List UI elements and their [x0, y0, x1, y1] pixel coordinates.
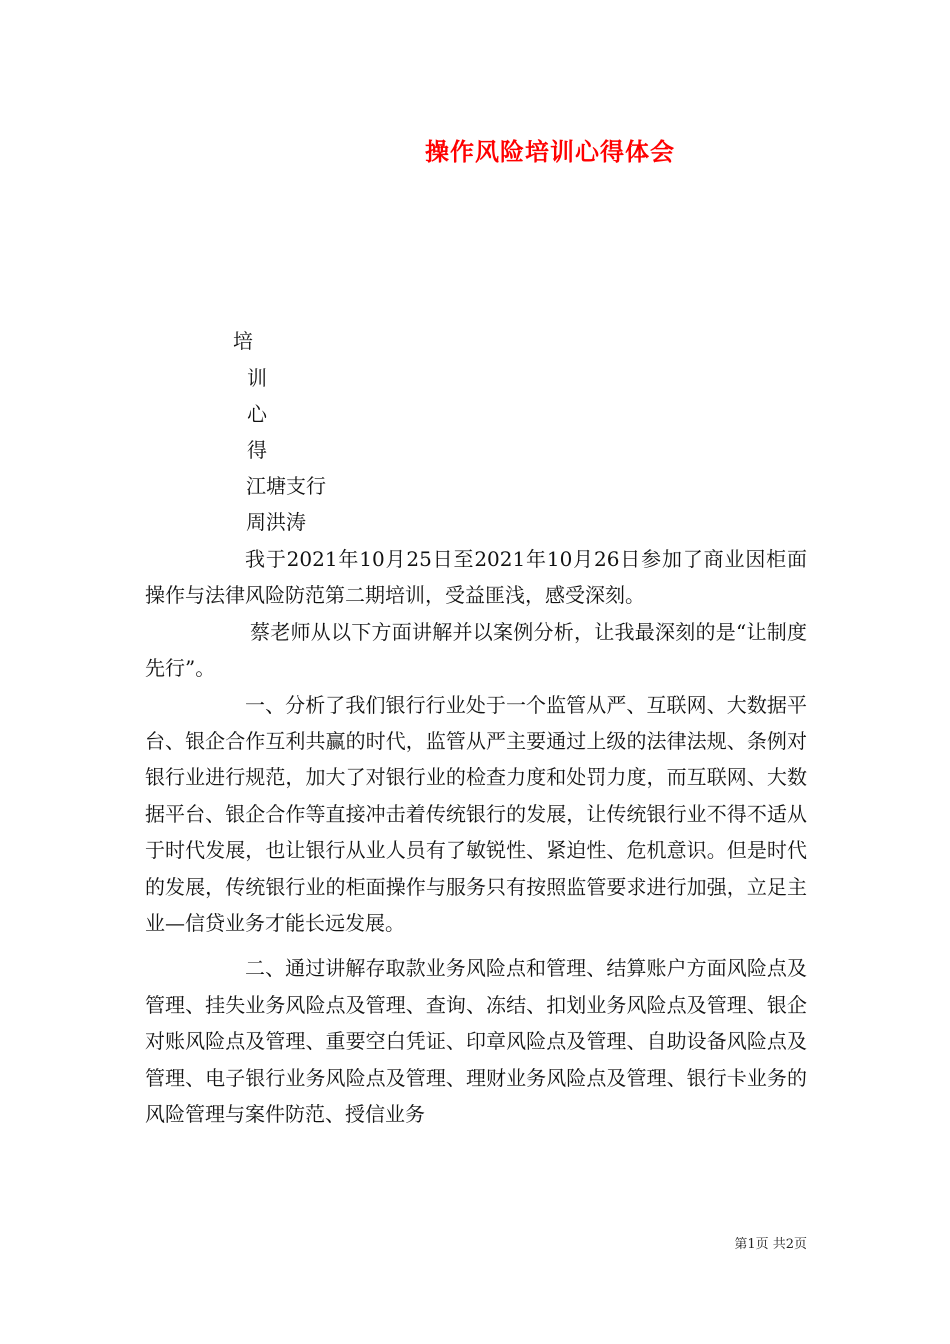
paragraph-teacher: 蔡老师从以下方面讲解并以案例分析，让我最深刻的是“让制度先行”。 — [145, 619, 807, 681]
paragraph-point-one: 一、分析了我们银行行业处于一个监管从严、互联网、大数据平台、银企合作互利共赢的时代，监管从严主要通过上级的法律法规、条例对银行业进行规范，加大了对银行业的检查力度和处罚力度，而互联网、大数据平台、银企合作等直接冲击着传统银行的发展，让传统银行业不得不适从于时代发展，也让银行从业人员有了敏锐性、紧迫性、危机意识。但是时代的发展，传统银行业的柜面操作与服务只有按照监管要求进行加强，立足主业—信贷业务才能长远发展。 — [145, 692, 807, 936]
heading-char-xun: 训 — [247, 366, 267, 390]
document-body — [145, 541, 807, 1133]
heading-char-pei: 培 — [233, 329, 253, 353]
heading-char-xin: 心 — [247, 402, 267, 426]
paragraph-intro: 我于2021年10月25日至2021年10月26日参加了商业因柜面操作与法律风险防范第二期培训，受益匪浅，感受深刻。 — [145, 547, 807, 608]
paragraph-point-two: 二、通过讲解存取款业务风险点和管理、结算账户方面风险点及管理、挂失业务风险点及管理、查询、冻结、扣划业务风险点及管理、银企对账风险点及管理、重要空白凭证、印章风险点及管理、自助设备风险点及管理、电子银行业务风险点及管理、理财业务风险点及管理、银行卡业务的风险管理与案件防范、授信业务 — [145, 956, 807, 1127]
page-number: 第1页 共2页 — [734, 1237, 807, 1252]
author-name: 周洪涛 — [246, 510, 306, 534]
document-title: 操作风险培训心得体会 — [425, 137, 675, 166]
branch-name: 江塘支行 — [246, 474, 326, 498]
heading-char-de: 得 — [247, 438, 267, 462]
